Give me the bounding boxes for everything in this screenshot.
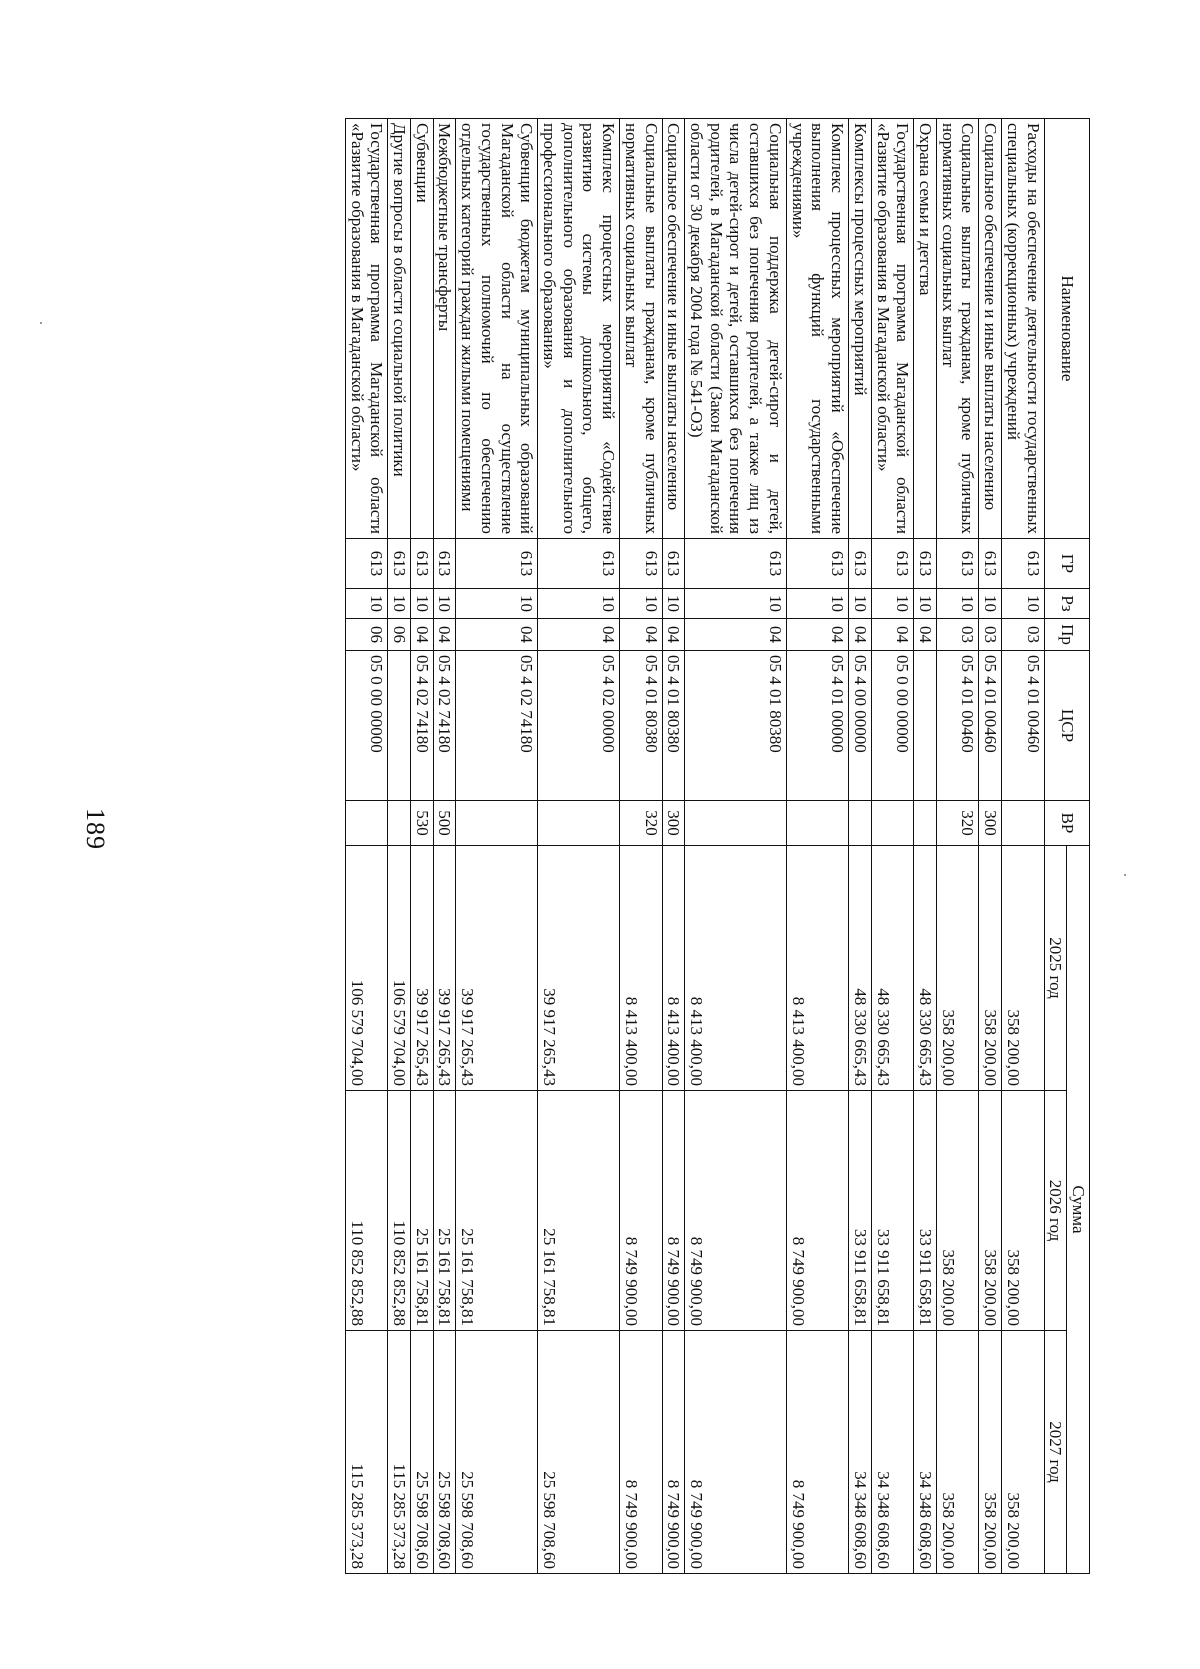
row-pr: 04 bbox=[786, 619, 848, 651]
row-sum-2027: 358 200,00 bbox=[936, 1331, 978, 1574]
row-sum-2025: 39 917 265,43 bbox=[456, 846, 538, 1091]
row-vr bbox=[914, 801, 937, 846]
table-row bbox=[456, 119, 538, 1574]
row-sum-2026: 358 200,00 bbox=[936, 1091, 978, 1331]
header-pr: Пр bbox=[1044, 619, 1089, 651]
row-vr bbox=[538, 801, 620, 846]
row-csr: 05 0 00 00000 bbox=[345, 651, 387, 801]
row-sum-2027: 25 598 708,60 bbox=[433, 1331, 456, 1574]
row-sum-2027: 115 285 373,28 bbox=[345, 1331, 387, 1574]
row-vr: 320 bbox=[936, 801, 978, 846]
row-sum-2027: 25 598 708,60 bbox=[411, 1331, 434, 1574]
row-csr bbox=[914, 651, 937, 801]
header-vr: ВР bbox=[1044, 801, 1089, 846]
row-name: Расходы на обеспечение деятельности государственных специальных (коррекционных) учреждений bbox=[1002, 119, 1044, 539]
row-rz: 10 bbox=[914, 589, 937, 619]
row-csr: 05 4 02 00000 bbox=[538, 651, 620, 801]
header-row bbox=[1067, 119, 1090, 1574]
row-sum-2025: 8 413 400,00 bbox=[685, 846, 787, 1091]
row-sum-2027: 34 348 608,60 bbox=[871, 1331, 913, 1574]
row-pr: 03 bbox=[979, 619, 1002, 651]
header-name: Наименование bbox=[1044, 119, 1089, 539]
row-sum-2026: 25 161 758,81 bbox=[433, 1091, 456, 1331]
scan-speck bbox=[40, 322, 42, 324]
row-gr: 613 bbox=[979, 539, 1002, 589]
row-sum-2025: 106 579 704,00 bbox=[388, 846, 411, 1091]
row-sum-2026: 8 749 900,00 bbox=[685, 1091, 787, 1331]
row-name: Комплекс процессных мероприятий «Обеспечение выполнения функций государственными учреждениями» bbox=[786, 119, 848, 539]
row-sum-2027: 358 200,00 bbox=[1002, 1331, 1044, 1574]
row-sum-2027: 8 749 900,00 bbox=[685, 1331, 787, 1574]
row-rz: 10 bbox=[786, 589, 848, 619]
row-name: Межбюджетные трансферты bbox=[433, 119, 456, 539]
table-row bbox=[786, 119, 848, 1574]
row-vr bbox=[1002, 801, 1044, 846]
row-csr: 05 4 01 80380 bbox=[620, 651, 662, 801]
row-sum-2027: 34 348 608,60 bbox=[849, 1331, 872, 1574]
row-sum-2027: 358 200,00 bbox=[979, 1331, 1002, 1574]
row-sum-2025: 358 200,00 bbox=[936, 846, 978, 1091]
row-sum-2026: 358 200,00 bbox=[979, 1091, 1002, 1331]
table-row bbox=[538, 119, 620, 1574]
row-sum-2026: 25 161 758,81 bbox=[456, 1091, 538, 1331]
table-row bbox=[620, 119, 662, 1574]
row-sum-2026: 8 749 900,00 bbox=[620, 1091, 662, 1331]
row-sum-2025: 8 413 400,00 bbox=[620, 846, 662, 1091]
row-sum-2026: 25 161 758,81 bbox=[538, 1091, 620, 1331]
header-csr: ЦСР bbox=[1044, 651, 1089, 801]
row-sum-2025: 106 579 704,00 bbox=[345, 846, 387, 1091]
row-gr: 613 bbox=[388, 539, 411, 589]
row-sum-2026: 8 749 900,00 bbox=[786, 1091, 848, 1331]
row-name: Социальное обеспечение и иные выплаты населению bbox=[662, 119, 685, 539]
row-pr: 04 bbox=[685, 619, 787, 651]
row-pr: 06 bbox=[388, 619, 411, 651]
row-sum-2025: 358 200,00 bbox=[979, 846, 1002, 1091]
row-sum-2025: 39 917 265,43 bbox=[433, 846, 456, 1091]
row-csr: 05 4 02 74180 bbox=[411, 651, 434, 801]
row-rz: 10 bbox=[538, 589, 620, 619]
row-rz: 10 bbox=[849, 589, 872, 619]
row-sum-2026: 33 911 658,81 bbox=[871, 1091, 913, 1331]
row-sum-2026: 110 852 852,88 bbox=[345, 1091, 387, 1331]
row-sum-2025: 358 200,00 bbox=[1002, 846, 1044, 1091]
row-pr: 03 bbox=[936, 619, 978, 651]
row-name: Субвенции bbox=[411, 119, 434, 539]
row-csr: 05 4 01 00000 bbox=[786, 651, 848, 801]
table-row bbox=[345, 119, 387, 1574]
row-gr: 613 bbox=[685, 539, 787, 589]
row-gr: 613 bbox=[871, 539, 913, 589]
row-rz: 10 bbox=[1002, 589, 1044, 619]
row-gr: 613 bbox=[786, 539, 848, 589]
row-csr: 05 4 02 74180 bbox=[456, 651, 538, 801]
row-sum-2027: 8 749 900,00 bbox=[620, 1331, 662, 1574]
row-gr: 613 bbox=[538, 539, 620, 589]
row-pr: 06 bbox=[345, 619, 387, 651]
row-gr: 613 bbox=[345, 539, 387, 589]
table-row bbox=[433, 119, 456, 1574]
row-vr bbox=[456, 801, 538, 846]
row-sum-2025: 48 330 665,43 bbox=[871, 846, 913, 1091]
budget-table bbox=[345, 118, 1090, 1574]
row-sum-2025: 48 330 665,43 bbox=[849, 846, 872, 1091]
header-year-2025: 2025 год bbox=[1044, 846, 1067, 1091]
row-sum-2027: 25 598 708,60 bbox=[538, 1331, 620, 1574]
row-rz: 10 bbox=[411, 589, 434, 619]
row-csr: 05 4 02 74180 bbox=[433, 651, 456, 801]
row-vr bbox=[786, 801, 848, 846]
row-sum-2026: 25 161 758,81 bbox=[411, 1091, 434, 1331]
row-pr: 04 bbox=[620, 619, 662, 651]
row-sum-2027: 25 598 708,60 bbox=[456, 1331, 538, 1574]
row-csr: 05 4 01 00460 bbox=[936, 651, 978, 801]
row-sum-2027: 8 749 900,00 bbox=[786, 1331, 848, 1574]
row-sum-2026: 33 911 658,81 bbox=[849, 1091, 872, 1331]
table-row bbox=[1002, 119, 1044, 1574]
row-pr: 03 bbox=[1002, 619, 1044, 651]
row-sum-2025: 8 413 400,00 bbox=[786, 846, 848, 1091]
row-pr: 04 bbox=[662, 619, 685, 651]
row-vr: 500 bbox=[433, 801, 456, 846]
row-pr: 04 bbox=[433, 619, 456, 651]
row-csr: 05 4 01 80380 bbox=[685, 651, 787, 801]
row-rz: 10 bbox=[456, 589, 538, 619]
table-row bbox=[871, 119, 913, 1574]
row-csr: 05 4 00 00000 bbox=[849, 651, 872, 801]
row-gr: 613 bbox=[456, 539, 538, 589]
row-name: Социальное обеспечение и иные выплаты населению bbox=[979, 119, 1002, 539]
header-gr: ГР bbox=[1044, 539, 1089, 589]
row-name: Государственная программа Магаданской области «Развитие образования в Магаданской области» bbox=[871, 119, 913, 539]
row-sum-2025: 39 917 265,43 bbox=[411, 846, 434, 1091]
budget-table-sheet bbox=[180, 118, 1090, 1573]
row-sum-2025: 8 413 400,00 bbox=[662, 846, 685, 1091]
row-vr: 320 bbox=[620, 801, 662, 846]
table-row bbox=[979, 119, 1002, 1574]
row-sum-2025: 48 330 665,43 bbox=[914, 846, 937, 1091]
table-row bbox=[685, 119, 787, 1574]
row-vr: 530 bbox=[411, 801, 434, 846]
row-rz: 10 bbox=[345, 589, 387, 619]
row-name: Комплексы процессных мероприятий bbox=[849, 119, 872, 539]
row-pr: 04 bbox=[871, 619, 913, 651]
row-csr: 05 4 01 00460 bbox=[1002, 651, 1044, 801]
row-rz: 10 bbox=[388, 589, 411, 619]
row-gr: 613 bbox=[1002, 539, 1044, 589]
table-body bbox=[345, 119, 1044, 1574]
row-sum-2027: 115 285 373,28 bbox=[388, 1331, 411, 1574]
row-rz: 10 bbox=[979, 589, 1002, 619]
row-gr: 613 bbox=[620, 539, 662, 589]
row-rz: 10 bbox=[685, 589, 787, 619]
row-name: Комплекс процессных мероприятий «Содействие развитию системы дошкольного, общего, дополнительного образования и дополнительного профессионального образования» bbox=[538, 119, 620, 539]
row-sum-2026: 358 200,00 bbox=[1002, 1091, 1044, 1331]
row-vr bbox=[345, 801, 387, 846]
row-vr: 300 bbox=[979, 801, 1002, 846]
row-rz: 10 bbox=[936, 589, 978, 619]
row-sum-2025: 39 917 265,43 bbox=[538, 846, 620, 1091]
page-number: 189 bbox=[81, 808, 110, 850]
row-sum-2027: 8 749 900,00 bbox=[662, 1331, 685, 1574]
row-vr bbox=[849, 801, 872, 846]
row-csr bbox=[388, 651, 411, 801]
table-row bbox=[388, 119, 411, 1574]
table-row bbox=[849, 119, 872, 1574]
table-row bbox=[936, 119, 978, 1574]
scan-speck bbox=[1124, 874, 1126, 876]
row-rz: 10 bbox=[433, 589, 456, 619]
row-name: Социальная поддержка детей-сирот и детей, оставшихся без попечения родителей, а также лиц из числа детей-сирот и детей, оставшихся без попечения родителей, в Магаданской области (Закон Магаданской области от 30 декабря 2004 года № 541-ОЗ) bbox=[685, 119, 787, 539]
row-vr: 300 bbox=[662, 801, 685, 846]
row-rz: 10 bbox=[620, 589, 662, 619]
row-gr: 613 bbox=[433, 539, 456, 589]
row-name: Социальные выплаты гражданам, кроме публичных нормативных социальных выплат bbox=[620, 119, 662, 539]
row-vr bbox=[871, 801, 913, 846]
row-gr: 613 bbox=[849, 539, 872, 589]
table-row bbox=[914, 119, 937, 1574]
row-rz: 10 bbox=[662, 589, 685, 619]
row-csr: 05 4 01 00460 bbox=[979, 651, 1002, 801]
row-name: Охрана семьи и детства bbox=[914, 119, 937, 539]
row-pr: 04 bbox=[456, 619, 538, 651]
row-csr: 05 4 01 80380 bbox=[662, 651, 685, 801]
table-row bbox=[662, 119, 685, 1574]
row-vr bbox=[388, 801, 411, 846]
row-sum-2026: 8 749 900,00 bbox=[662, 1091, 685, 1331]
header-sum: Сумма bbox=[1067, 846, 1090, 1574]
header-year-2026: 2026 год bbox=[1044, 1091, 1067, 1331]
row-gr: 613 bbox=[411, 539, 434, 589]
row-name: Государственная программа Магаданской области «Развитие образования в Магаданской области» bbox=[345, 119, 387, 539]
row-vr bbox=[685, 801, 787, 846]
row-pr: 04 bbox=[538, 619, 620, 651]
row-sum-2027: 34 348 608,60 bbox=[914, 1331, 937, 1574]
row-sum-2026: 33 911 658,81 bbox=[914, 1091, 937, 1331]
row-csr: 05 0 00 00000 bbox=[871, 651, 913, 801]
row-name: Социальные выплаты гражданам, кроме публичных нормативных социальных выплат bbox=[936, 119, 978, 539]
table-row bbox=[411, 119, 434, 1574]
row-rz: 10 bbox=[871, 589, 913, 619]
row-sum-2026: 110 852 852,88 bbox=[388, 1091, 411, 1331]
header-year-2027: 2027 год bbox=[1044, 1331, 1067, 1574]
row-name: Субвенции бюджетам муниципальных образований Магаданской области на осуществление государственных полномочий по обеспечению отдельных категорий граждан жилыми помещениями bbox=[456, 119, 538, 539]
header-rz: Рз bbox=[1044, 589, 1089, 619]
row-gr: 613 bbox=[936, 539, 978, 589]
row-gr: 613 bbox=[914, 539, 937, 589]
row-gr: 613 bbox=[662, 539, 685, 589]
row-pr: 04 bbox=[914, 619, 937, 651]
row-pr: 04 bbox=[849, 619, 872, 651]
row-pr: 04 bbox=[411, 619, 434, 651]
row-name: Другие вопросы в области социальной политики bbox=[388, 119, 411, 539]
